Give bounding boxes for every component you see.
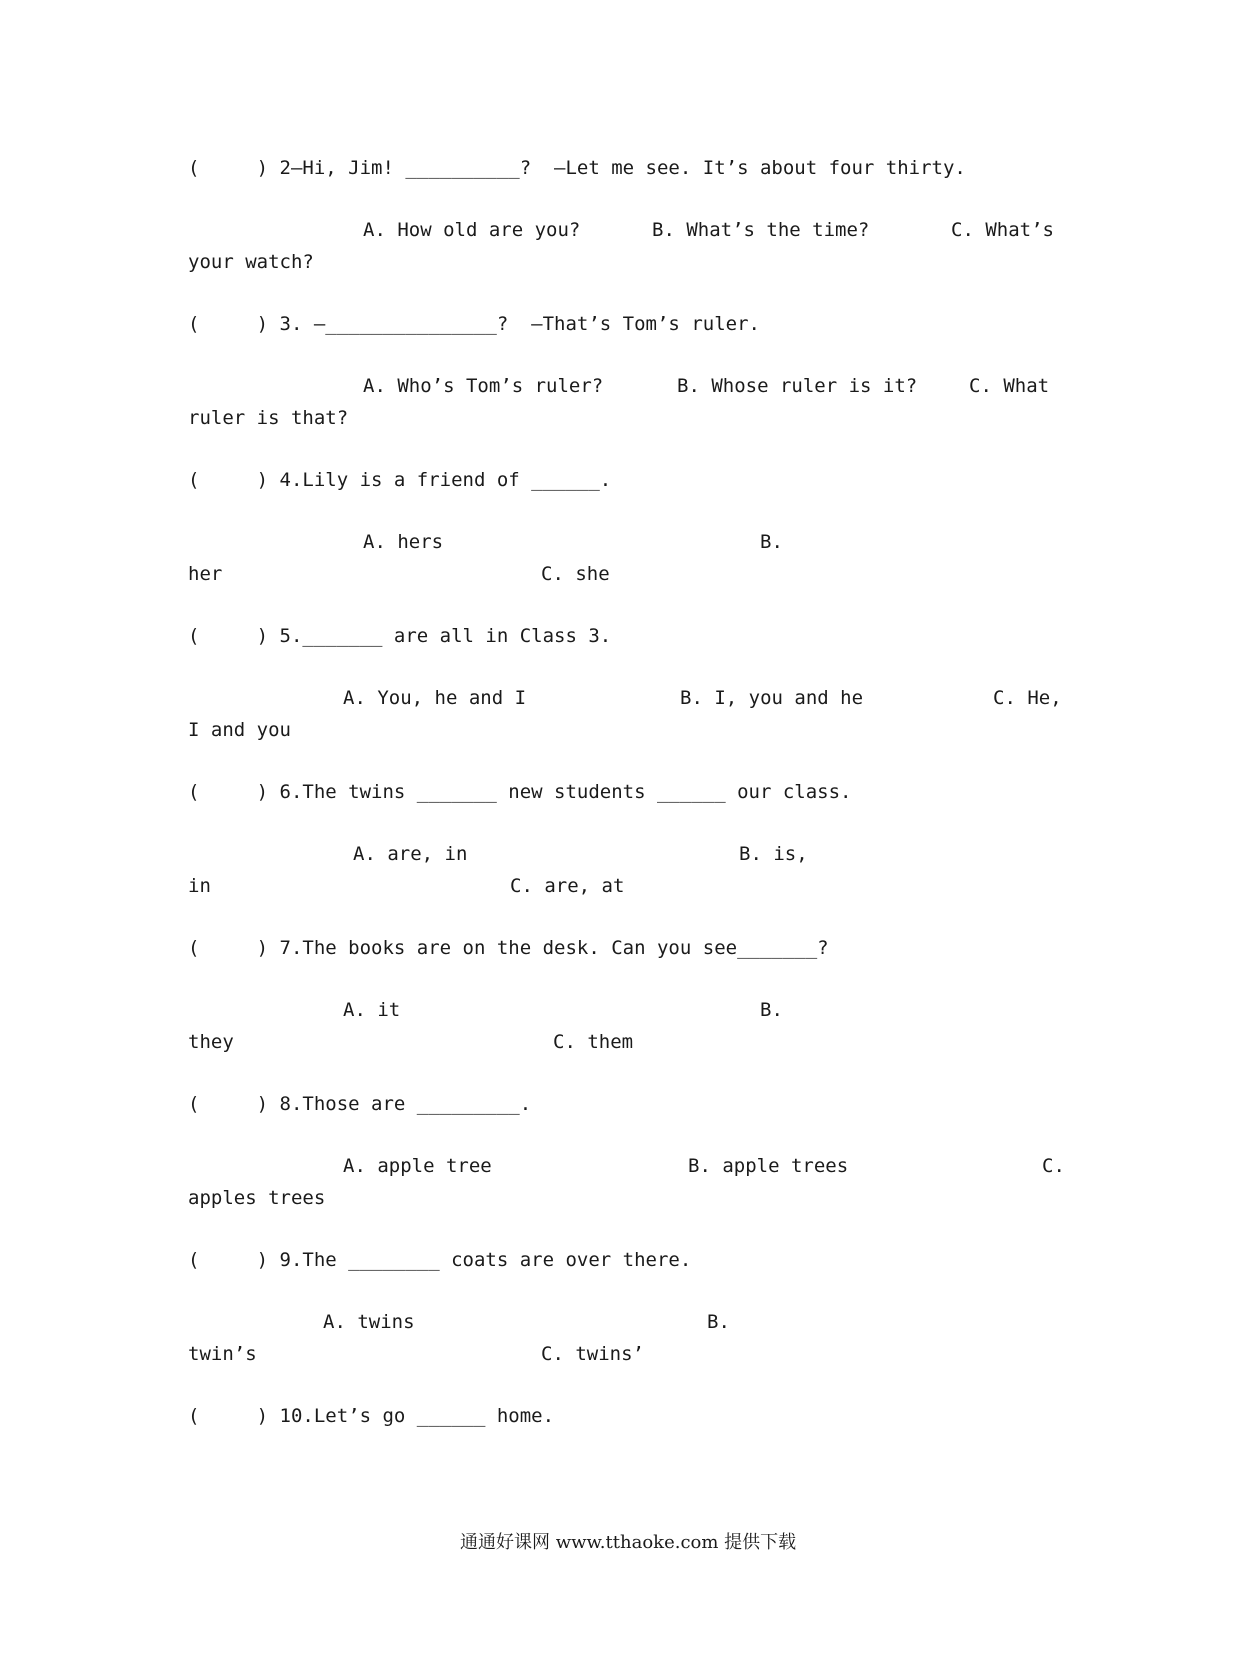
- question-3-stem: ( ) 3. –_______________? –That’s Tom’s ruler.: [188, 313, 760, 335]
- question-5-option-b: B. I, you and he: [680, 687, 864, 709]
- question-9-stem: ( ) 9.The ________ coats are over there.: [188, 1249, 692, 1271]
- question-5-option-c: C. He,: [993, 687, 1062, 709]
- question-9-option-b: B.: [707, 1311, 730, 1333]
- question-2-option-c-cont: your watch?: [188, 251, 314, 273]
- question-2-stem: ( ) 2–Hi, Jim! __________? –Let me see. It’s about four thirty.: [188, 157, 966, 179]
- question-3-option-b: B. Whose ruler is it?: [677, 375, 918, 397]
- question-9-option-a: A. twins: [323, 1311, 415, 1333]
- question-8-option-c-cont: apples trees: [188, 1187, 326, 1209]
- question-3-option-c-cont: ruler is that?: [188, 407, 349, 429]
- question-8-option-a: A. apple tree: [343, 1155, 492, 1177]
- question-7-option-c: C. them: [553, 1031, 634, 1053]
- question-3-option-a: A. Who’s Tom’s ruler?: [363, 375, 604, 397]
- question-10-stem: ( ) 10.Let’s go ______ home.: [188, 1405, 555, 1427]
- question-4-stem: ( ) 4.Lily is a friend of ______.: [188, 469, 612, 491]
- question-5-option-a: A. You, he and I: [343, 687, 527, 709]
- question-6-stem: ( ) 6.The twins _______ new students ______ our class.: [188, 781, 852, 803]
- footer-source-note: 通通好课网 www.tthaoke.com 提供下载: [460, 1532, 797, 1553]
- question-6-option-c: C. are, at: [510, 875, 625, 897]
- question-8-option-b: B. apple trees: [688, 1155, 849, 1177]
- question-5-stem: ( ) 5._______ are all in Class 3.: [188, 625, 612, 647]
- question-4-option-c: C. she: [541, 563, 610, 585]
- question-8-option-c: C.: [1042, 1155, 1065, 1177]
- question-4-option-a: A. hers: [363, 531, 444, 553]
- question-2-option-b: B. What’s the time?: [652, 219, 870, 241]
- question-6-option-b: B. is,: [739, 843, 808, 865]
- question-7-stem: ( ) 7.The books are on the desk. Can you see_______?: [188, 937, 829, 959]
- question-8-stem: ( ) 8.Those are _________.: [188, 1093, 532, 1115]
- question-7-option-b-cont: they: [188, 1031, 234, 1053]
- question-7-option-a: A. it: [343, 999, 401, 1021]
- question-9-option-b-cont: twin’s: [188, 1343, 257, 1365]
- question-7-option-b: B.: [760, 999, 783, 1021]
- question-2-option-a: A. How old are you?: [363, 219, 581, 241]
- question-2-option-c: C. What’s: [951, 219, 1054, 241]
- question-3-option-c: C. What: [969, 375, 1050, 397]
- question-9-option-c: C. twins’: [541, 1343, 644, 1365]
- question-6-option-a: A. are, in: [353, 843, 468, 865]
- question-5-option-c-cont: I and you: [188, 719, 291, 741]
- question-4-option-b: B.: [760, 531, 783, 553]
- question-4-option-b-cont: her: [188, 563, 223, 585]
- question-6-option-b-cont: in: [188, 875, 211, 897]
